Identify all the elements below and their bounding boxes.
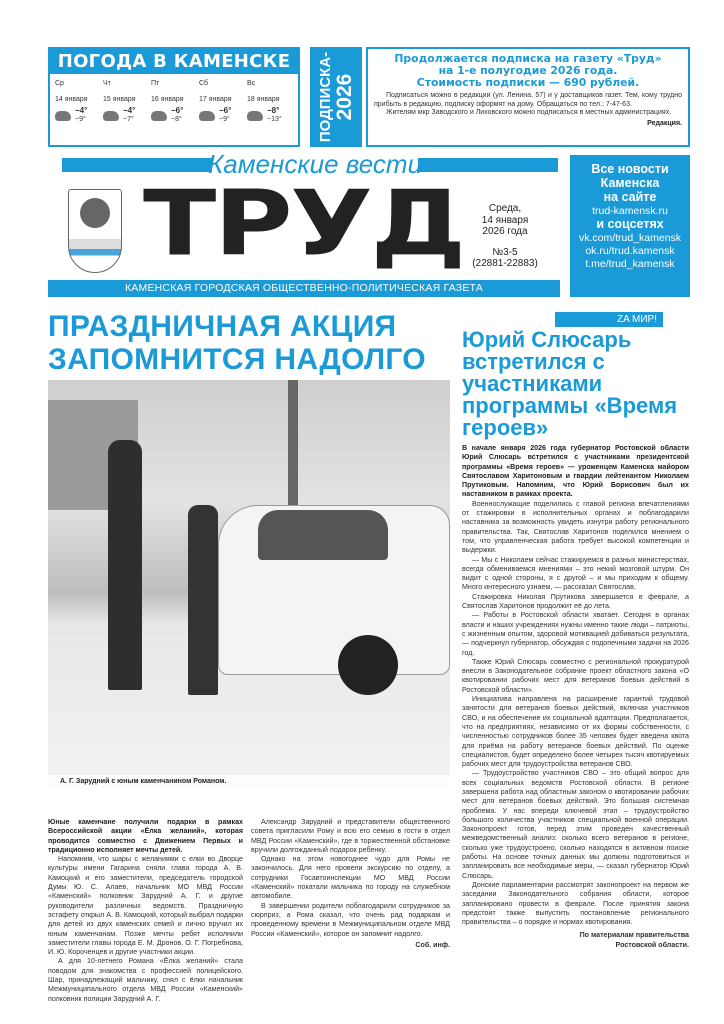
subscription-text-1: Подписаться можно в редакции (ул. Ленина, 57) и у доставщиков газет. Тем, кому трудно прибыть в редакцию, подписку оформят на дому. Обращаться по тел.: 7-47-63. (374, 92, 682, 108)
article-photo (48, 380, 450, 788)
rubric-label: ZA МИР! (555, 312, 663, 327)
weather-low: −8° (171, 116, 182, 123)
news-l4: и соцсетях (596, 217, 664, 231)
cloud-snow-icon (247, 111, 263, 121)
weather-day (247, 80, 295, 124)
issue-info (460, 203, 550, 270)
photo-pole (288, 380, 298, 520)
issue-year: 2026 года (482, 226, 528, 237)
photo-car-wheel (338, 635, 398, 695)
subscription-side-label (310, 47, 362, 147)
weather-date: 18 января (247, 96, 280, 103)
issue-number: №3-5 (492, 246, 518, 258)
photo-car-window (258, 510, 388, 560)
subscription-box (310, 47, 690, 147)
weather-high: −8° (267, 106, 280, 115)
subscription-head-3: Стоимость подписки — 690 рублей. (416, 76, 640, 89)
photo-caption: А. Г. Зарудний с юным каменчанином Романом. (48, 775, 450, 788)
news-l2: Каменска (600, 176, 660, 190)
weather-low: −9° (75, 116, 86, 123)
issue-weekday: Среда, (488, 203, 522, 214)
photo-officer (108, 440, 142, 690)
vk-link[interactable]: vk.com/trud_kamensk (578, 232, 682, 244)
photo-boy (188, 505, 218, 695)
masthead (48, 149, 560, 297)
main-article-col-1 (48, 818, 243, 1004)
side-paragraph: Военнослужащие поделились с главой региона впечатлениями от стажировки в исполнительных органах и поблагодарили наставника за возможность увидеть изнутри работу регионального правительства. Так, Святослав Харитонов поделился мнением о том, что управленческая работа требует высокой компетенции и выдержки. (462, 499, 689, 555)
weather-low: −7° (123, 116, 134, 123)
weather-date: 17 января (199, 96, 232, 103)
news-links-box (570, 155, 690, 297)
masthead-subtitle: Каменские вести (207, 149, 423, 179)
subscription-head-2: на 1-е полугодие 2026 года. (438, 64, 618, 77)
side-paragraph: — Мы с Николаем сейчас стажируемся в разных министерствах, всегда обмениваемся мнениями – это некий мозговой штурм. Он видит с одной стороны, я с другой – и мы приходим к общему. Много интересного узнаем, — рассказал Святослав. (462, 555, 689, 592)
cloud-snow-icon (103, 111, 119, 121)
weather-weekday: Сб (199, 80, 209, 87)
cloud-snow-icon (151, 111, 167, 121)
issue-total: (22881-22883) (472, 258, 538, 269)
main-lead: Юные каменчане получили подарки в рамках Всероссийской акции «Ёлка желаний», которая проводится совместно с Движением Первых и традиционно исполняет мечты детей. (48, 818, 243, 854)
news-l3: на сайте (603, 190, 657, 204)
weather-days (50, 74, 298, 124)
ok-link[interactable]: ok.ru/trud.kamensk (585, 245, 675, 257)
city-crest-icon (68, 189, 122, 273)
main-paragraph: А для 10-летнего Романа «Ёлка желаний» стала поводом для знакомства с профессией полицейского. Шар, принадлежащий мальчику, снял с ёлки начальник Межмуниципального отдела МВД России «Каменский» полковник полиции Зарудний А. Г. (48, 957, 243, 1003)
cloud-icon (55, 111, 71, 121)
weather-high: −4° (123, 106, 136, 115)
masthead-bar-right (418, 158, 558, 172)
side-lead: В начале января 2026 года губернатор Ростовской области Юрий Слюсарь встретился с участниками президентской программы «Время героев» — уроженцем Каменска майором Святославом Харитоновым и гвардии лейтенантом Николаем Прутиковым. Напомним, что Юрий Борисович был их наставником в рамках проекта. (462, 444, 689, 499)
weather-day (55, 80, 103, 124)
masthead-tagline: КАМЕНСКАЯ ГОРОДСКАЯ ОБЩЕСТВЕННО-ПОЛИТИЧЕСКАЯ ГАЗЕТА (48, 280, 560, 297)
main-article-col-2 (251, 818, 450, 950)
weather-day (199, 80, 247, 124)
main-source: Соб. инф. (415, 940, 450, 949)
issue-date: 14 января (481, 214, 529, 226)
weather-low: −9° (219, 116, 230, 123)
main-paragraph: В завершении родители поблагодарили сотрудников за сюрприз, а Рома сказал, что очень рад подаркам и проведенному времени в Межмуниципальном отделе МВД России «Каменский», которое он запомнит надолго. (251, 901, 450, 938)
weather-day (103, 80, 151, 124)
side-line-1: ПОДПИСКА- (317, 51, 334, 143)
newspaper-logo: ТРУД (143, 171, 464, 277)
weather-weekday: Пт (151, 80, 160, 87)
weather-date: 16 января (151, 96, 184, 103)
side-source-2: Ростовской области. (615, 940, 689, 949)
masthead-bar-left (62, 158, 212, 172)
main-paragraph: Александр Зарудний и представители общественного совета пригласили Рому и всю его семью в гости в отдел МВД России «Каменский», где в торжественной обстановке вручили долгожданный подарок ребенку. (251, 818, 450, 854)
side-article-body (462, 444, 689, 950)
side-paragraph: — Трудоустройство участников СВО – это общий вопрос для всех социальных ведомств Ростовской области. В регионе завершена работа над областным законом о квотировании рабочих мест для ветеранов боевых действий. Это большая системная проблема. У нас впереди ключевой этап – трудоустройство большого количества участников специальной военной операции. Законопроект готов, перед этим проведен качественный межведомственный анализ: сколько всего ветеранов в регионе, сколько уже трудоустроено, сколько находятся в активном поиске работы. На основе точных данных мы должны подготовиться и запланировать все необходимые меры, — сказал губернатор Юрий Слюсарь. (462, 769, 689, 880)
side-paragraph: — Работы в Ростовской области хватает. Сегодня в органах власти и наших учреждениях нужны именно такие люди – патриоты, с жизненным опытом, здоровой мотивацией добиваться результата, — подчеркнул губернатор, обсуждая с подопечными задачи на 2026 год. (462, 611, 689, 657)
side-headline: Юрий Слюсарь встретился с участниками программы «Время героев» (462, 327, 678, 440)
news-l1: Все новости (591, 162, 669, 176)
weather-title: ПОГОДА В КАМЕНСКЕ (50, 49, 298, 74)
weather-box (48, 47, 300, 147)
subscription-sign: Редакция. (647, 119, 682, 127)
weather-date: 15 января (103, 96, 136, 103)
site-link[interactable]: trud-kamensk.ru (592, 205, 668, 217)
weather-weekday: Вс (247, 80, 256, 87)
side-paragraph: Стажировка Николая Прутикова завершается в феврале, а Святослав Харитонов продолжит её до лета. (462, 592, 689, 611)
weather-date: 14 января (55, 96, 88, 103)
subscription-text-2: Жителям мкр Заводского и Лиховского можно подписаться в местных администрациях. (386, 109, 672, 117)
main-paragraph: Однако на этом новогоднее чудо для Ромы не закончилось. Для него провели экскурсию по отделу, а сотрудники Госавтоинспекции МО МВД России «Каменский» покатали мальчика по городу на служебном автомобиле. (251, 855, 450, 901)
weather-day (151, 80, 199, 124)
main-paragraph: Напомним, что шары с желаниями с елки во Дворце культуры имени Гагарина сняли глава города А. В. Камоцкий и его заместители, председатель городской Думы Ю. С. Алаев, начальник МО МВД России «Каменский» полковник Зарудний А. Г. и другие руководители различных ведомств. Праздничную эстафету открыл А. В. Камоцкий, который выбрал подарки для детей из двух каменских семей и лично вручил их юным каменчанам. Позже мечты ребят исполнили заместители главы города Е. М. Дронов, О. Г. Погребнова, И. Ю. Короченцев и другие участники акции. (48, 855, 243, 957)
side-paragraph: Также Юрий Слюсарь совместно с региональной прокуратурой внесли в Законодательное собрание проект областного закона «О квотировании рабочих мест для ветеранов боевых действий в Ростовской области». (462, 657, 689, 694)
weather-weekday: Чт (103, 80, 111, 87)
weather-high: −6° (171, 106, 184, 115)
side-source-1: По материалам правительства (579, 931, 689, 940)
weather-high: −6° (219, 106, 232, 115)
main-headline: ПРАЗДНИЧНАЯ АКЦИЯ ЗАПОМНИТСЯ НАДОЛГО (48, 310, 426, 376)
weather-weekday: Ср (55, 80, 64, 87)
side-paragraph: Донские парламентарии рассмотрят законопроект на первом же заседании Законодательного собрания области, которое запланировано провести в феврале. После принятия закона предстоит также выпустить постановление регионального правительства – о порядке и нормах квотирования. (462, 880, 689, 927)
cloud-snow-icon (199, 111, 215, 121)
subscription-head-1: Продолжается подписка на газету «Труд» (394, 52, 662, 65)
weather-low: −13° (267, 116, 282, 123)
weather-high: −4° (75, 106, 88, 115)
telegram-link[interactable]: t.me/trud_kamensk (585, 258, 675, 270)
side-paragraph: Инициатива направлена на расширение гарантий трудовой занятости для ветеранов боевых действий, включая участников СВО, и на обеспечение их социальной адаптации. Предполагается, что на предприятиях, независимо от их формы собственности, с численностью сотрудников более 35 человек будет введена квота для приёма на работу ветеранов боевых действий. По оценке специалистов, будет определено более четырех тысяч квотируемых рабочих мест для трудоустройства ветеранов СВО. (462, 695, 689, 769)
side-line-2: 2026 (333, 73, 356, 121)
